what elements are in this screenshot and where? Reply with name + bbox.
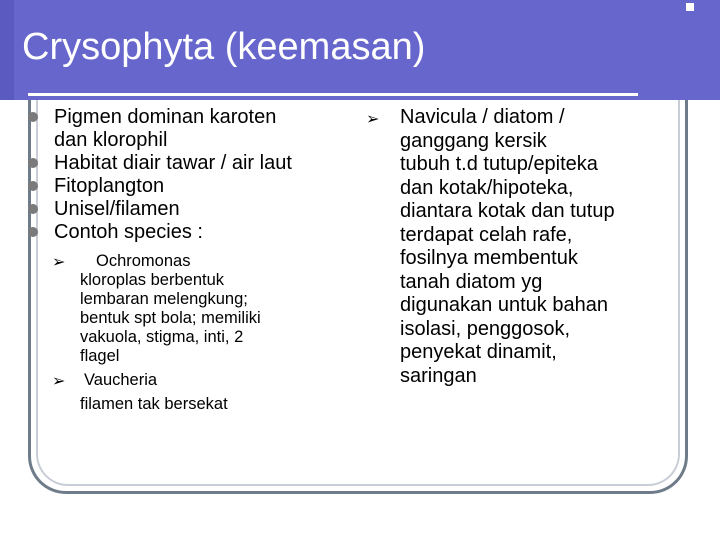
description-line: flagel: [80, 347, 120, 365]
text-line: diantara kotak dan tutup: [400, 200, 615, 222]
description-line: bentuk spt bola; memiliki: [80, 309, 261, 327]
description-line: lembaran melengkung;: [80, 290, 248, 308]
slide-title: Crysophyta (keemasan): [22, 26, 426, 68]
sub-item-head: [52, 371, 346, 390]
bullet-item: [26, 106, 346, 152]
bullet-dot-icon: [28, 227, 38, 237]
corner-square: [686, 3, 694, 11]
text-line: terdapat celah rafe,: [400, 223, 573, 246]
bullet-dot-icon: [28, 112, 38, 122]
text-line: isolasi, penggosok,: [400, 317, 571, 340]
title-band: [0, 0, 720, 100]
text-line: tubuh t.d tutup/epiteka: [400, 153, 598, 175]
bullet-item: [26, 175, 346, 198]
description-line: filamen tak bersekat: [80, 395, 228, 413]
bullet-text: Contoh species :: [54, 221, 203, 243]
left-column: [26, 106, 346, 414]
bullet-item: [26, 152, 346, 175]
bullet-text: dan klorophil: [54, 129, 168, 151]
text-line: digunakan untuk bahan: [400, 294, 608, 316]
arrow-bullet-icon: ➢: [52, 252, 66, 271]
right-bullet-item: [366, 106, 690, 388]
text-line: fosilnya membentuk: [400, 247, 578, 269]
bullet-text: Unisel/filamen: [54, 198, 180, 220]
text-line: tanah diatom yg: [400, 270, 543, 293]
title-underline: [28, 93, 638, 96]
bullet-dot-icon: [28, 204, 38, 214]
sub-item-ochromonas: [52, 252, 346, 366]
right-column: [366, 106, 690, 388]
bullet-item: [26, 198, 346, 221]
text-line: Navicula / diatom /: [400, 106, 565, 128]
bullet-text: Habitat diair tawar / air laut: [54, 152, 292, 174]
sub-item-vaucheria: [52, 371, 346, 414]
bullet-item: [26, 221, 346, 244]
text-line: penyekat dinamit,: [400, 341, 557, 363]
arrow-bullet-icon: ➢: [52, 371, 66, 390]
species-description: [80, 271, 346, 366]
text-line: saringan: [400, 364, 477, 387]
species-description: [80, 395, 346, 414]
text-line: ganggang kersik: [400, 129, 547, 152]
bullet-text: Pigmen dominan karoten: [54, 106, 277, 128]
text-line: dan kotak/hipoteka,: [400, 176, 574, 199]
description-line: kloroplas berbentuk: [80, 271, 225, 289]
sub-item-head: [52, 252, 346, 271]
description-line: vakuola, stigma, inti, 2: [80, 328, 244, 346]
bullet-dot-icon: [28, 181, 38, 191]
species-name: Ochromonas: [96, 252, 191, 270]
species-name: Vaucheria: [84, 371, 158, 389]
title-band-notch: [0, 0, 14, 100]
bullet-dot-icon: [28, 158, 38, 168]
right-bullet-text: [400, 106, 690, 388]
bullet-text: Fitoplangton: [54, 175, 165, 197]
arrow-bullet-icon: ➢: [366, 109, 380, 128]
